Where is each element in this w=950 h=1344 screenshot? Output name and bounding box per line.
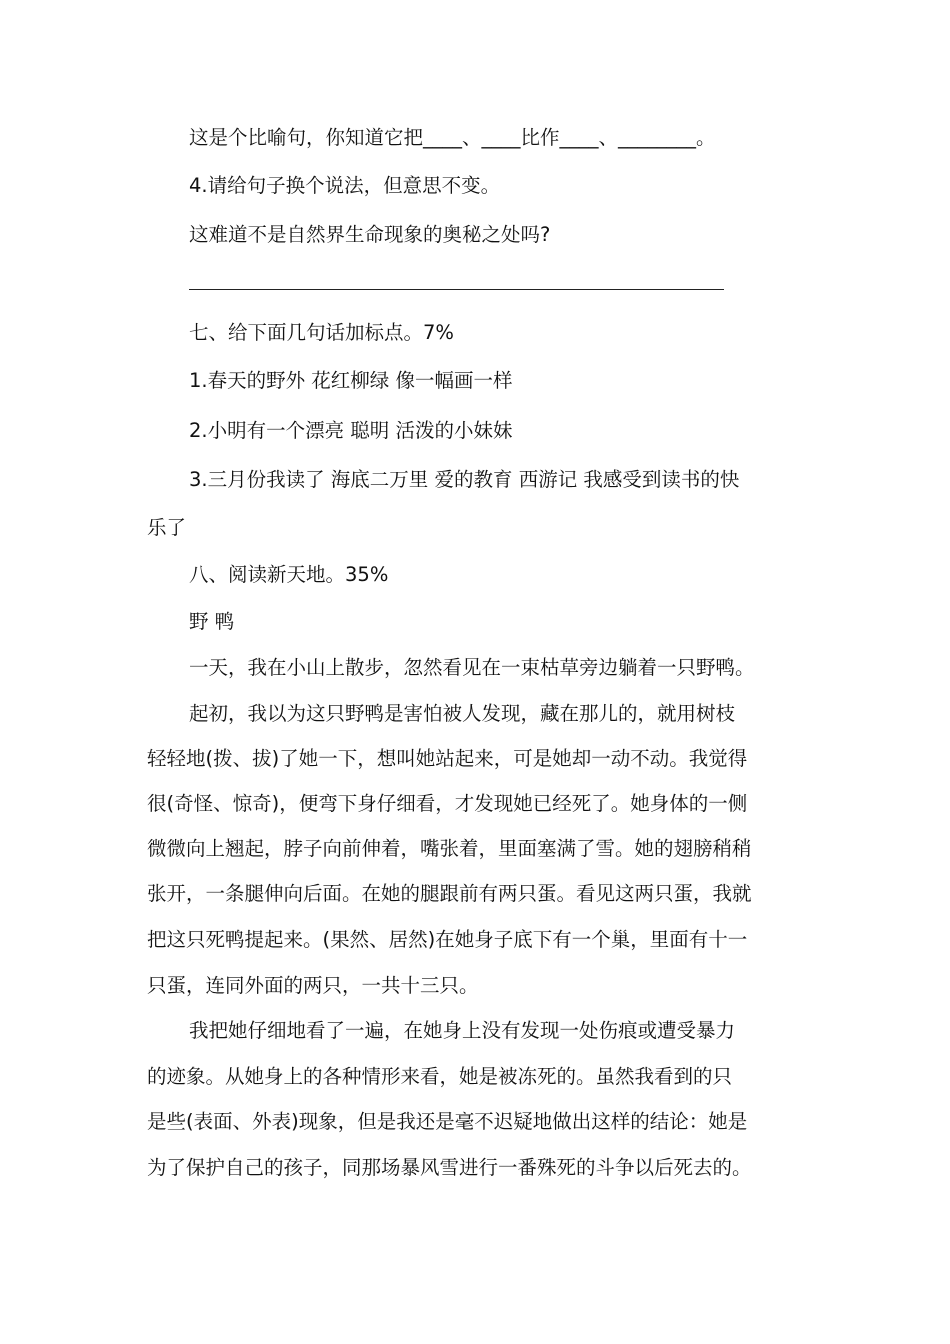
section-heading-7: 七、给下面几句话加标点。7%	[189, 321, 454, 344]
passage-line: 只蛋，连同外面的两只，一共十三只。	[147, 974, 479, 997]
question-4: 4.请给句子换个说法，但意思不变。	[189, 174, 501, 197]
passage-line: 微微向上翘起，脖子向前伸着，嘴张着，里面塞满了雪。她的翅膀稍稍	[147, 837, 752, 860]
passage-line: 我把她仔细地看了一遍，在她身上没有发现一处伤痕或遭受暴力	[189, 1019, 736, 1042]
passage-line: 轻轻地(拨、拔)了她一下，想叫她站起来，可是她却一动不动。我觉得	[147, 747, 748, 770]
passage-line: 为了保护自己的孩子，同那场暴风雪进行一番殊死的斗争以后死去的。	[147, 1156, 752, 1179]
passage-line: 把这只死鸭提起来。(果然、居然)在她身子底下有一个巢，里面有十一	[147, 928, 748, 951]
passage-line: 是些(表面、外表)现象，但是我还是毫不迟疑地做出这样的结论：她是	[147, 1110, 748, 1133]
passage-line: 起初，我以为这只野鸭是害怕被人发现，藏在那儿的，就用树枝	[189, 702, 736, 725]
section-heading-8: 八、阅读新天地。35%	[189, 563, 389, 586]
exercise-item: 3.三月份我读了 海底二万里 爱的教育 西游记 我感受到读书的快	[189, 468, 740, 491]
text-line: 乐了	[147, 516, 187, 539]
exercise-item: 2.小明有一个漂亮 聪明 活泼的小妹妹	[189, 419, 513, 442]
exercise-item: 1.春天的野外 花红柳绿 像一幅画一样	[189, 369, 513, 392]
text-line: 这难道不是自然界生命现象的奥秘之处吗?	[189, 223, 551, 246]
text-line: 这是个比喻句，你知道它把____、____比作____、________。	[189, 126, 716, 149]
answer-line	[189, 289, 724, 290]
passage-line: 张开，一条腿伸向后面。在她的腿跟前有两只蛋。看见这两只蛋，我就	[147, 882, 752, 905]
passage-title: 野 鸭	[189, 610, 235, 633]
passage-line: 一天，我在小山上散步，忽然看见在一束枯草旁边躺着一只野鸭。	[189, 656, 755, 679]
passage-line: 很(奇怪、惊奇)，便弯下身仔细看，才发现她已经死了。她身体的一侧	[147, 792, 748, 815]
passage-line: 的迹象。从她身上的各种情形来看，她是被冻死的。虽然我看到的只	[147, 1065, 733, 1088]
